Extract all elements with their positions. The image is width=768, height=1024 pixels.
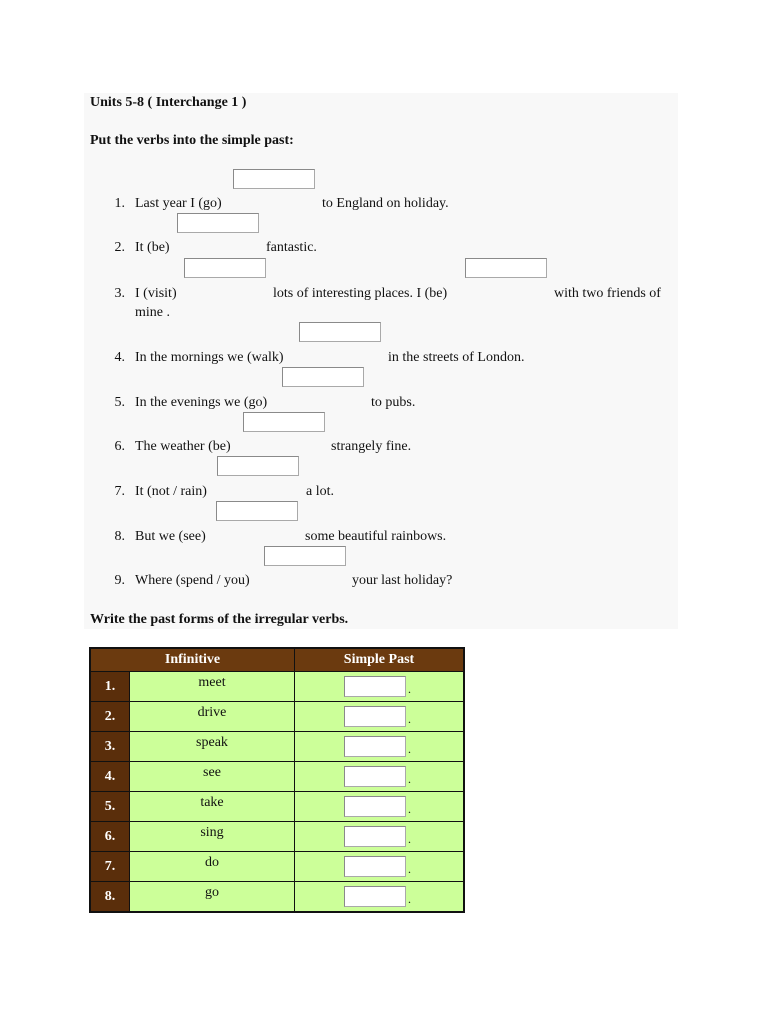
item-number: 3. bbox=[114, 286, 125, 301]
answer-input-1[interactable] bbox=[233, 169, 315, 189]
item-text: It (not / rain) bbox=[135, 484, 207, 499]
item-text: The weather (be) bbox=[135, 439, 231, 454]
simple-past-cell bbox=[295, 882, 465, 913]
item-text: your last holiday? bbox=[352, 573, 453, 588]
item-number: 1. bbox=[114, 196, 125, 211]
answer-input-6[interactable] bbox=[243, 412, 325, 432]
simple-past-cell bbox=[295, 822, 465, 852]
row-number: 3. bbox=[90, 732, 130, 762]
item-text: In the mornings we (walk) bbox=[135, 350, 284, 365]
infinitive-cell bbox=[130, 732, 295, 762]
infinitive-cell bbox=[130, 882, 295, 913]
answer-input-4[interactable] bbox=[299, 322, 381, 342]
table-row bbox=[90, 792, 464, 822]
header-infinitive: Infinitive bbox=[90, 648, 295, 672]
infinitive-text: go bbox=[205, 885, 219, 900]
simple-past-input-2[interactable] bbox=[344, 706, 406, 727]
table-row bbox=[90, 852, 464, 882]
simple-past-cell bbox=[295, 852, 465, 882]
item-number: 2. bbox=[114, 240, 125, 255]
simple-past-input-1[interactable] bbox=[344, 676, 406, 697]
item-text: some beautiful rainbows. bbox=[305, 529, 447, 544]
infinitive-cell bbox=[130, 822, 295, 852]
answer-input-3a[interactable] bbox=[184, 258, 266, 278]
item-number: 8. bbox=[114, 529, 125, 544]
period-mark: . bbox=[408, 772, 411, 786]
row-number: 1. bbox=[90, 672, 130, 702]
infinitive-text: meet bbox=[198, 675, 226, 690]
infinitive-cell bbox=[130, 792, 295, 822]
period-mark: . bbox=[408, 892, 411, 906]
table-row bbox=[90, 702, 464, 732]
simple-past-input-3[interactable] bbox=[344, 736, 406, 757]
period-mark: . bbox=[408, 862, 411, 876]
infinitive-text: sing bbox=[200, 825, 224, 840]
simple-past-cell bbox=[295, 732, 465, 762]
item-number: 6. bbox=[114, 439, 125, 454]
table-row bbox=[90, 732, 464, 762]
answer-input-2[interactable] bbox=[177, 213, 259, 233]
infinitive-cell bbox=[130, 852, 295, 882]
item-text: to England on holiday. bbox=[322, 196, 449, 211]
item-number: 7. bbox=[114, 484, 125, 499]
simple-past-input-4[interactable] bbox=[344, 766, 406, 787]
simple-past-input-7[interactable] bbox=[344, 856, 406, 877]
period-mark: . bbox=[408, 802, 411, 816]
period-mark: . bbox=[408, 742, 411, 756]
item-text: mine . bbox=[135, 305, 170, 320]
infinitive-cell bbox=[130, 702, 295, 732]
table-header-row bbox=[90, 648, 464, 672]
row-number: 8. bbox=[90, 882, 130, 913]
infinitive-cell bbox=[130, 672, 295, 702]
instruction-irregular-verbs: Write the past forms of the irregular verbs. bbox=[90, 612, 349, 627]
simple-past-input-6[interactable] bbox=[344, 826, 406, 847]
item-text: strangely fine. bbox=[331, 439, 412, 454]
row-number: 4. bbox=[90, 762, 130, 792]
answer-input-8[interactable] bbox=[216, 501, 298, 521]
simple-past-cell bbox=[295, 672, 465, 702]
table-row bbox=[90, 672, 464, 702]
header-simple-past: Simple Past bbox=[295, 648, 465, 672]
item-number: 4. bbox=[114, 350, 125, 365]
answer-input-3b[interactable] bbox=[465, 258, 547, 278]
answer-input-9[interactable] bbox=[264, 546, 346, 566]
item-text: lots of interesting places. I (be) bbox=[273, 286, 448, 301]
simple-past-cell bbox=[295, 702, 465, 732]
infinitive-text: see bbox=[203, 765, 221, 780]
row-number: 2. bbox=[90, 702, 130, 732]
item-text: Last year I (go) bbox=[135, 196, 222, 211]
instruction-simple-past: Put the verbs into the simple past: bbox=[90, 133, 294, 148]
page-title: Units 5-8 ( Interchange 1 ) bbox=[90, 95, 247, 110]
infinitive-cell bbox=[130, 762, 295, 792]
item-text: to pubs. bbox=[371, 395, 416, 410]
row-number: 5. bbox=[90, 792, 130, 822]
simple-past-cell bbox=[295, 762, 465, 792]
item-text: In the evenings we (go) bbox=[135, 395, 268, 410]
item-number: 9. bbox=[114, 573, 125, 588]
period-mark: . bbox=[408, 832, 411, 846]
infinitive-text: take bbox=[200, 795, 224, 810]
item-text: with two friends of bbox=[554, 286, 661, 301]
simple-past-input-5[interactable] bbox=[344, 796, 406, 817]
item-text: in the streets of London. bbox=[388, 350, 525, 365]
row-number: 6. bbox=[90, 822, 130, 852]
infinitive-text: drive bbox=[197, 705, 227, 720]
simple-past-input-8[interactable] bbox=[344, 886, 406, 907]
item-text: Where (spend / you) bbox=[135, 573, 250, 588]
table-row bbox=[90, 822, 464, 852]
row-number: 7. bbox=[90, 852, 130, 882]
simple-past-cell bbox=[295, 792, 465, 822]
item-text: a lot. bbox=[306, 484, 334, 499]
table-row bbox=[90, 882, 464, 913]
item-number: 5. bbox=[114, 395, 125, 410]
item-text: It (be) bbox=[135, 240, 170, 255]
infinitive-text: do bbox=[205, 855, 219, 870]
table-row bbox=[90, 762, 464, 792]
answer-input-7[interactable] bbox=[217, 456, 299, 476]
period-mark: . bbox=[408, 712, 411, 726]
item-text: fantastic. bbox=[266, 240, 317, 255]
period-mark: . bbox=[408, 682, 411, 696]
answer-input-5[interactable] bbox=[282, 367, 364, 387]
item-text: But we (see) bbox=[135, 529, 206, 544]
infinitive-text: speak bbox=[196, 735, 228, 750]
item-text: I (visit) bbox=[135, 286, 177, 301]
irregular-verbs-table bbox=[89, 647, 465, 913]
